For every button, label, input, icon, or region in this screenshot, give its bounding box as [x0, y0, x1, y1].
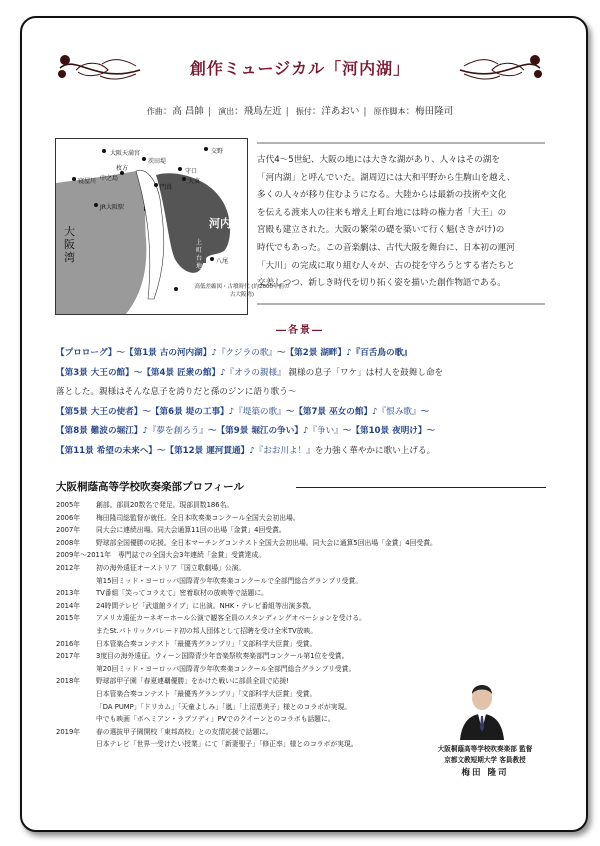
director-credit: [411, 744, 559, 779]
history-year: [56, 625, 96, 638]
history-year: 2013年: [56, 589, 81, 598]
history-year: [56, 575, 96, 588]
credit-name: 高 昌帥: [172, 106, 204, 117]
history-row: [56, 549, 436, 562]
map-place: 大東: [188, 178, 201, 185]
credit-role: 原作脚本: [373, 107, 406, 116]
intro-line: 「河内湖」と呼んでいた。湖周辺には大和平野から生駒山を越え、: [257, 172, 516, 183]
profile-rule: [296, 487, 546, 488]
history-row: [56, 701, 436, 714]
map-caption: 高低差縮図・古墳時代 (約2000年前の古大阪湾): [194, 284, 290, 298]
song-title: ♪『百舌鳥の歌』: [346, 348, 412, 358]
scene-label: ～【第10景 夜明け】: [342, 426, 427, 436]
history-text: 同大会に連続出場。同大会通算11回の出場「金賞」4回受賞。: [96, 526, 286, 535]
history-text: 日本テレビ「世界一受けたい授業」にて「新妻聖子」「修正率」様とのコラボが実現。: [96, 740, 358, 749]
map-place: 中之島: [100, 175, 119, 182]
history-text: 「DA PUMP」「ドリカム」「天童よしみ」「嵐」「上沼恵美子」様とのコラボが実現。: [96, 702, 352, 711]
scene-label: ～【第7景 巫女の館】: [285, 406, 373, 417]
history-row: [56, 738, 436, 751]
history-row: [56, 663, 436, 676]
map-place: 枚方: [116, 165, 129, 172]
history-row: [56, 688, 436, 701]
scene-line: [56, 403, 556, 423]
history-text: またSt.パトリックパレード初の邦人団体として招聘を受け全米TV放映。: [96, 626, 318, 635]
scene-desc: 親様の息子「ワケ」は村人を鼓舞し命を: [285, 367, 444, 378]
scene-desc: を力強く華やかに歌い上げる。: [314, 445, 436, 456]
history-row: [56, 713, 436, 726]
history-year: [56, 713, 96, 726]
history-row: [56, 537, 436, 550]
song-title: ♪『恨み歌』: [372, 406, 421, 417]
credit-role: 演出: [218, 107, 235, 116]
map-figure: [55, 138, 290, 315]
history-text: 野球部甲子園「春夏連覇優勝」をかけた戦いに部員全員で応援!: [96, 677, 290, 686]
director-title: 大阪桐蔭高等学校吹奏楽部 監督: [437, 745, 533, 753]
scene-label: 【第11景 希望の未来へ】: [56, 445, 157, 456]
scene-label: 【第3景 大王の館】: [56, 367, 134, 378]
history-text: 春の選抜甲子園開校「東邦高校」との友情応援で話題に。: [96, 727, 273, 736]
history-year: 2008年: [56, 538, 81, 547]
scene-line: [56, 422, 556, 442]
history-text: 創部。部員20数名で発足。現部員数186名。: [96, 501, 234, 509]
scene-desc: 落とした。親様はそんな息子を誇りだと孫のジンに語り歌う～: [56, 387, 297, 397]
map-uplands-label: 上町台地: [195, 239, 202, 270]
intro-line: 宮殿も建立された。大阪の繁栄の礎を築いて行く魁(さきがけ)の: [257, 225, 505, 236]
intro-line: 時代でもあった。この音楽劇は、古代大阪を舞台に、日本初の運河: [257, 242, 515, 253]
intro-line: 「大川」の完成に取り組む人々が、古の掟を守ろうとする者たちと: [257, 260, 515, 271]
credit-name: 梅田隆司: [415, 106, 454, 117]
map-lake-label: 河内湖: [209, 217, 242, 230]
scene-label: ～【第6景 堤の工事】: [142, 406, 229, 417]
song-title: ♪『クジラの歌』: [211, 348, 277, 358]
director-photo: [454, 678, 510, 740]
song-title: ♪『夢を創ろう』: [142, 426, 208, 436]
history-text: 日本管楽合奏コンテスト「最優秀グランプリ」「文部科学大臣賞」受賞。: [96, 639, 317, 648]
history-year: 2006年: [56, 513, 81, 522]
song-title: ♪『オラの親様』: [220, 367, 286, 378]
history-year: 2012年: [56, 563, 81, 572]
scene-line: [56, 442, 556, 462]
scene-label: ～【第2景 湖畔】: [276, 348, 347, 358]
director-name: 梅田 隆司: [461, 768, 509, 778]
history-text: アメリカ遠征カーネギーホール公演で観客全員のスタンディングオベーションを受ける。: [96, 614, 366, 623]
credit-role: 作曲: [146, 107, 163, 116]
history-text: 中でも映画「ボヘミアン・ラプソディ」PVでのクイーンとのコラボも話題に。: [96, 715, 335, 724]
history-year: 2007年: [56, 526, 81, 535]
history-row: [56, 726, 436, 739]
director-affiliation: 京都文教短期大学 客員教授: [444, 756, 526, 764]
map-bay-label: 大阪湾: [64, 225, 75, 264]
scene-line: [56, 364, 556, 384]
history-list: [56, 499, 436, 751]
intro-text: [257, 152, 544, 293]
history-year: [56, 701, 96, 714]
scene-label: 【プロローグ】～【第1景 古の河内湖】: [56, 348, 212, 358]
history-row: [56, 650, 436, 663]
map-place: 大阪天満宮: [110, 150, 141, 157]
scene-label: ～【第9景 堀江の争い】: [207, 426, 303, 436]
history-text: 初の海外遠征オーストリア「国立歌劇場」公演。: [96, 563, 246, 572]
profile-title: 大阪桐蔭高等学校吹奏楽部プロフィール: [56, 481, 244, 493]
history-text: 日本管楽合奏コンテスト「最優秀グランプリ」「文部科学大臣賞」受賞。: [96, 689, 317, 698]
intro-bottom-rule: [257, 303, 545, 305]
history-year: 2014年: [56, 601, 81, 610]
history-text: 野球部全国優勝の応援。全日本マーチングコンテスト全国大会初出場。同大会に通算5回出場「金賞」4回受賞。: [96, 538, 437, 547]
intro-line: 交差しつつ、新しき時代を切り拓く姿を描いた創作物語である。: [257, 278, 506, 289]
history-text: 第20回ミッド・ヨーロッパ国際青少年吹奏楽コンクール全部門総合グランプリ受賞。: [96, 664, 356, 673]
history-year: 2015年: [56, 614, 81, 623]
song-title: ♪『争い』: [302, 426, 343, 436]
title-row: [0, 50, 600, 90]
history-year: 2005年: [56, 501, 81, 509]
scene-sep: ～: [420, 406, 430, 417]
credit-name: 飛鳥左近: [243, 106, 282, 117]
song-title: ♪『堤築の歌』: [228, 406, 286, 417]
intro-line: を伝える渡来人の往来も増え上町台地には時の権力者「大王」の: [257, 207, 507, 218]
history-year: [56, 688, 96, 701]
scene-label: 【第5景 大王の使者】: [56, 406, 143, 417]
map-place: 門真: [160, 184, 173, 191]
history-row: [56, 512, 436, 525]
history-year: 2009年～2011年: [56, 551, 111, 560]
history-row: [56, 638, 436, 651]
history-year: [56, 738, 96, 751]
flourish-ornament-right: [458, 50, 544, 86]
scenes-list: [56, 344, 556, 461]
map-place: 八尾: [216, 258, 229, 265]
scene-line: [56, 383, 556, 403]
history-text: 専門誌での全国大会3年連続「金賞」受賞達成。: [118, 551, 266, 560]
scene-line: [56, 344, 556, 364]
history-row: [56, 575, 436, 588]
history-year: [56, 663, 96, 676]
map-place: 交野: [211, 148, 224, 155]
credits-line: 作曲：高 昌帥 | 演出：飛鳥左近 | 振付：洋あおい | 原作脚本：梅田隆司: [146, 106, 454, 117]
map-place: JR大阪駅: [100, 204, 124, 211]
history-text: TV番組「笑ってコラえて」密着取材の放映等で話題に。: [96, 589, 268, 598]
intro-line: 多くの人々が移り住むようになる。大陸からは最新の技術や文化: [257, 190, 507, 201]
map-place: 守口: [185, 168, 198, 175]
credit-name: 洋あおい: [321, 106, 360, 117]
history-year: 2019年: [56, 727, 81, 736]
history-row: [56, 625, 436, 638]
scene-sep: ～: [426, 426, 436, 436]
song-title: ♪『おお川よ！』: [249, 445, 315, 456]
credit-role: 振付: [295, 107, 312, 116]
map-place: 茨田堤: [148, 158, 167, 165]
page-title: 創作ミュージカル「河内湖」: [189, 59, 411, 78]
history-text: 第15回ミッド・ヨーロッパ国際青少年吹奏楽コンクールで全部門総合グランプリ受賞。: [96, 576, 363, 585]
scene-label: ～【第12景 運河貫通】: [156, 445, 250, 456]
intro-line: 古代4～5世紀、大阪の地には大きな湖があり、人々はその湖を: [257, 155, 500, 165]
history-row: [56, 600, 436, 613]
map-place: 寝屋川: [78, 178, 97, 185]
history-row: [56, 562, 436, 575]
history-year: 2016年: [56, 639, 81, 648]
history-text: 3度目の海外遠征。ウィーン国際青少年音楽祭吹奏楽部門コンクール第1位を受賞。: [96, 652, 349, 661]
history-text: 梅田隆司総監督が就任。全日本吹奏楽コンクール全国大会初出場。: [96, 513, 300, 522]
scene-label: 【第8景 難波の堀江】: [56, 426, 143, 436]
history-text: 24時間テレビ「武道館ライブ」に出演。NHK・テレビ番組等出演多数。: [96, 601, 316, 610]
history-row: [56, 524, 436, 537]
history-row: [56, 612, 436, 625]
intro-top-rule: [257, 142, 545, 144]
history-row: [56, 499, 436, 512]
history-row: [56, 587, 436, 600]
scenes-heading: ―各景―: [276, 325, 324, 336]
scene-label: ～【第4景 匠衆の館】: [133, 367, 221, 378]
history-year: 2018年: [56, 677, 81, 686]
history-year: 2017年: [56, 652, 81, 661]
history-row: [56, 675, 436, 688]
